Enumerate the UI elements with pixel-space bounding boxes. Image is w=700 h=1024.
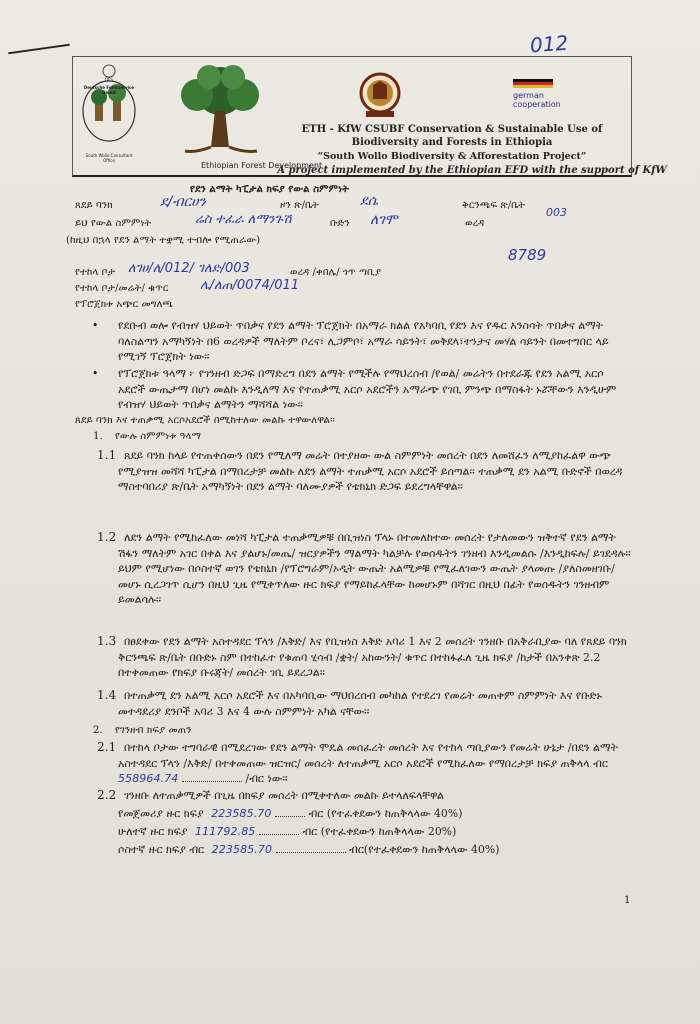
dfs-name: Deutsche Forstservice GmbH xyxy=(83,85,135,95)
clause-2-1-tail: /ብር ነው፡፡ xyxy=(245,772,288,786)
group-suffix: ወረዳ xyxy=(465,218,485,229)
clause-2-1-number: 2.1 xyxy=(97,740,117,754)
dfs-caption: South Wollo Consultant Office xyxy=(85,153,133,163)
branch-label: ዞን ጽ/ቤት xyxy=(280,200,319,211)
dfs-logo xyxy=(81,61,137,163)
clause-2-2-number: 2.2 xyxy=(97,788,117,802)
clause-1-4-number: 1.4 xyxy=(97,688,117,702)
payment-suffix: ብር (የተፈቀደውን ከጠቅላላው 40%) xyxy=(308,807,463,820)
doc-number: 012 xyxy=(529,30,569,58)
dfs-sub: DFS xyxy=(105,77,113,82)
clause-1-1: ጸደይ ባንክ ከላይ የተጠቀሰውን በደን የሚለማ መሬት በተያዘው ውል ስምምነት መሰረት በደን ለመሸፈን ለሚያከፈልዋ ውጭ የሚያዝዝ መሻሻ ካፒታል በማበረታቻ መልኩ ለደን ልማት ተጠቃሚ አርሶ አደሮች ይሰጣል፡፡ ተጠቃሚ ደን አልሚ ቡድኖች በወረዳ ማስተባበሪያ ጽ/ቤት አማካኝነት በደን ልማት ባለሙያዎች የቴክኒክ ድጋፍ ይደረግላቸዋል፡፡ xyxy=(118,449,623,494)
clause-1-4: በተጠቃሚ ደን አልሚ አርሶ አደሮች እና በአካባቢው ማህበረሰብ መካከል የተደረገ የመሬት መጠቀም ስምምነት እና የቡድኑ መተዳደሪያ ደንቦች አባሪ 3 እና 4 ውሉ ስምምነት አካል ናቸው፡፡ xyxy=(118,689,602,718)
bank-label: ጸደይ ባንክ xyxy=(75,200,113,211)
payment-suffix: ብር(የተፈቀደውን ከጠቅላላው 40%) xyxy=(349,843,500,856)
payment-label: ሶስተኛ ዙር ክፍያ ብር xyxy=(118,843,205,856)
party-value: ሬስ ተፈራ ለማንጉሽ xyxy=(195,212,292,227)
clause-1-1-number: 1.1 xyxy=(97,448,117,462)
group-value: ለገሞ xyxy=(370,212,398,228)
branch-value: ደሴ xyxy=(360,193,379,209)
clause-2-1-text: በተከላ ቦታው ተግባራዊ በሚደረገው የደን ልማት ሞዴል መሰፈረት መሰረት እና የተከላ ጣቢያውን የመሬት ሁኔታ /በደን ልማት አስተዳደር ፕላን /እቅድ/ በተቀመጠው ዝርዝር/ መሰረት ለተጠቃሚ አርሶ አደሮች የሚከፈለው የማበረታቻ ክፍያ ጠቅላላ ብር xyxy=(118,741,618,770)
german-cooperation-logo xyxy=(513,79,573,109)
site-suffix: ወረዳ /ቀበሌ/ ጎጥ ጣቢያ xyxy=(290,267,382,278)
clause-1-3: በፀደቀው የደን ልማት አስተዳደር ፕላን /እቅድ/ እና የቢዝነስ እቅድ አባሪ 1 እና 2 መሰረት ገንዘቡ በአቅራቢያው ባለ የጸደይ ባንክ ቅርንጫፍ ጽ/ቤት በቡድኑ ስም በተከፈተ የቁጠባ ሂሳብ /ቋት/ አከውንት/ ቁጥር በተከፋፈለ ጊዜ ክፍያ /ከታች በአንቀጽ 2.2 በተቀመጠው የክፍያ ቡሩጃት/ መሰረት ገቢ ይደረጋል፡፡ xyxy=(118,635,627,680)
pen-mark xyxy=(8,44,70,55)
lion-emblem-icon xyxy=(358,71,402,119)
amount-dotted-line xyxy=(182,781,242,782)
efd-caption: Ethiopian Forest Development xyxy=(201,161,323,170)
letterhead-line3: “South Wollo Biodiversity & Afforestation Project” xyxy=(317,151,587,162)
payment-row xyxy=(118,824,456,840)
clause-2-2: ገንዘቡ ለተጠቃሚዎች በጊዜ በክፍያ መሰረት በሚቀተለው መልኩ ይተላለፍላቸዋል xyxy=(124,789,444,802)
clause-1-2: ለደን ልማት የሚከፈለው መነሻ ካፒታል ተጠቃሚዎቹ በቢዝነስ ፕላኑ በተመለከተው መሰረት የታለመውን ዝቅተኛ የደን ልማት ሽፋን ማለትም አገር በቀል እና ያልሆኑ/መጤ/ ዝርያዎችን ማልማት ካልቻሉ የወሰዱትን ገንዘብ እንዲመልሱ /እንዲከፍሉ/ ይገደዳሉ፡፡ ይህም የሚሆነው በሶስተኛ ወገን የቴክኒክ /የፕሮግራም/ኦዲት ውጤት አልሚዎቹ የሚፈለገውን ውጤት ያላመጡ /ያለስመዘገቡ/ መሆኑ ሲረጋገጥ ሲሆን በዚህ ጊዜ የሚቀጥለው ዙር ክፍያ የማይከፈላቸው ከመሆኑም በሻገር በዚህ በፊት የወሰዱትን ገንዘብም ይመልሳሉ፡፡ xyxy=(118,531,631,607)
dfs-emblem-icon xyxy=(81,61,137,151)
payment-label: ሁለተኛ ዙር ክፍያ xyxy=(118,825,188,838)
payment-suffix: ብር (የተፈቀደውን ከጠቅላላው 20%) xyxy=(302,825,457,838)
party-note: (ከዚህ በኋላ የደን ልማት ተቋሚ ተብሎ የሚጠራው) xyxy=(66,235,261,246)
site-value: ለገሀ/ለ/012/ ገለድ/003 xyxy=(128,261,250,276)
letterhead-line1: ETH - KfW CSUBF Conservation & Sustainable Use of Biodiversity and Forests in Ethiopia xyxy=(301,124,603,148)
project-summary-label: የፕሮጀክቱ አጭር መግለጫ xyxy=(75,299,174,310)
payment-row xyxy=(118,806,463,822)
amount-dotted-line xyxy=(276,852,346,853)
payment-amount: 223585.70 xyxy=(211,843,273,856)
clause-1-2-number: 1.2 xyxy=(97,530,117,544)
section2-title: የገንዘብ ክፍያ መጠን xyxy=(115,725,192,736)
group-label: ቡድን xyxy=(330,218,350,229)
branch-suffix: ቅርንጫፍ ጽ/ቤት xyxy=(462,200,526,211)
page-number: 1 xyxy=(624,895,631,906)
efd-tree-logo-icon xyxy=(165,61,275,161)
section2-number: 2. xyxy=(93,725,103,736)
amount-dotted-line xyxy=(259,834,299,835)
id-right: 8789 xyxy=(508,246,547,264)
total-amount: 558964.74 xyxy=(118,772,179,786)
payment-label: የመጀመሪያ ዙር ክፍያ xyxy=(118,807,204,820)
contract-title: የደን ልማት ካፒታል ክፍያ የውል ስምምነት xyxy=(190,183,350,195)
bullet-1: የደቡብ ወሎ የብዝሃ ህይወት ጥበቃና የደን ልማት ፕሮጀክት በአማራ ክልል የአካባቢ የደን እና የዱር እንስሳት ጥበቃና ልማት ባለስልጣን አማካኝነት በ6 ወረዳዎች ማለትም ቦረና፣ ሊጋምቦ፣ አማራ ሳይንት፣ መቅደላ፣ተንታና መሃል ሳይንት በመተግበር ላይ የሚገኝ ፕሮጀክት ነው፡፡ xyxy=(118,319,609,364)
bullet-icon: • xyxy=(92,367,99,380)
clause-1-3-number: 1.3 xyxy=(97,634,117,648)
letterhead-line4: A project implemented by the Ethiopian EFD with the support of KfW xyxy=(277,165,667,176)
amount-dotted-line xyxy=(275,816,305,817)
german-coop-text: german cooperation xyxy=(513,91,561,109)
bullet-2: የፕሮጀክቱ ዓላማ ፦ የገንዘብ ድጋፍ በማድረግ በደን ልማት የሚችሉ የማህረሰብ /የወል/ መሬትን በተደራጁ የደን አልሚ አርሶ አደሮች ውጤታማ በሆነ መልኩ እንዲለማ እና የተጠቃሚ አርሶ አደሮችን አማራጭ የገቢ ምንጭ በማስፋት ኑሯቸውን እንዲሁም የብዝሃ ህይወት ጥበቃና ልማትን ማሻሻል ነው፡፡ xyxy=(118,367,617,412)
plot-value: ሌ/ለጠ/0074/011 xyxy=(200,278,300,293)
payment-row xyxy=(118,842,500,858)
section1-number: 1. xyxy=(93,431,103,442)
payment-amount: 111792.85 xyxy=(195,825,256,838)
letterhead xyxy=(72,56,667,177)
flag-stripes-icon xyxy=(513,79,553,89)
site-label: የተከላ ቦታ xyxy=(75,267,116,278)
intro-line: ጸደይ ባንክ እና ተጠቃሚ አርሶአደሮች በሚከተለው መልኩ ተዋውለዋል፡፡ xyxy=(75,415,335,426)
plot-label: የተከላ ቦታ/መሬት/ ቁጥር xyxy=(75,283,169,294)
code-right: 003 xyxy=(546,206,567,219)
section1-title: የውሉ ስምምነቱ ዓላማ xyxy=(115,431,202,442)
party-label: ይህ የውል ስምምነት xyxy=(75,218,152,229)
clause-2-1 xyxy=(118,740,636,787)
bank-value: ደ/ብርሀን xyxy=(160,194,206,210)
bullet-icon: • xyxy=(92,319,99,332)
payment-amount: 223585.70 xyxy=(211,807,272,820)
